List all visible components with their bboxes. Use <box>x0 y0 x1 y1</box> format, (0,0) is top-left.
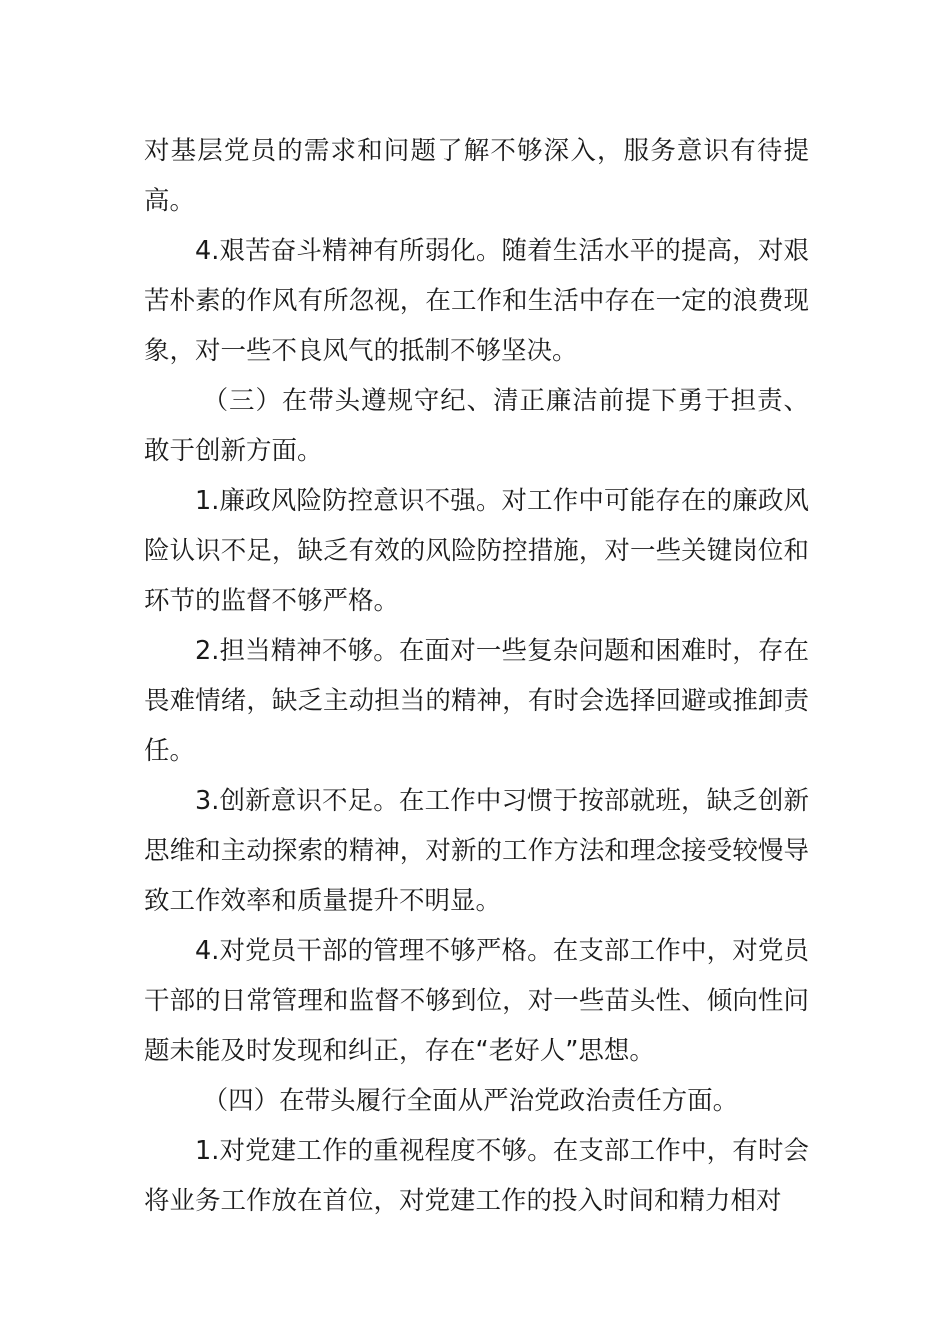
paragraph-item-1-party-building: 1.对党建工作的重视程度不够。在支部工作中，有时会将业务工作放在首位，对党建工作的投入时间和精力相对 <box>144 1136 809 1216</box>
section-heading-3: （三）在带头遵规守纪、清正廉洁前提下勇于担责、敢于创新方面。 <box>144 386 809 466</box>
document-body <box>144 126 809 1226</box>
paragraph-item-1-integrity-risk: 1.廉政风险防控意识不强。对工作中可能存在的廉政风险认识不足，缺乏有效的风险防控措施，对一些关键岗位和环节的监督不够严格。 <box>144 486 809 616</box>
section-heading-4: （四）在带头履行全面从严治党政治责任方面。 <box>202 1086 739 1116</box>
paragraph-item-4-cadre-management: 4.对党员干部的管理不够严格。在支部工作中，对党员干部的日常管理和监督不够到位，对一些苗头性、倾向性问题未能及时发现和纠正，存在“老好人”思想。 <box>144 936 809 1066</box>
paragraph-item-3-innovation: 3.创新意识不足。在工作中习惯于按部就班，缺乏创新思维和主动探索的精神，对新的工作方法和理念接受较慢导致工作效率和质量提升不明显。 <box>144 786 809 916</box>
paragraph-continuation: 对基层党员的需求和问题了解不够深入，服务意识有待提高。 <box>144 136 809 216</box>
paragraph-item-2-responsibility: 2.担当精神不够。在面对一些复杂问题和困难时，存在畏难情绪，缺乏主动担当的精神，有时会选择回避或推卸责任。 <box>144 636 809 766</box>
paragraph-item-4-hardship-spirit: 4.艰苦奋斗精神有所弱化。随着生活水平的提高，对艰苦朴素的作风有所忽视，在工作和生活中存在一定的浪费现象，对一些不良风气的抵制不够坚决。 <box>144 236 809 366</box>
